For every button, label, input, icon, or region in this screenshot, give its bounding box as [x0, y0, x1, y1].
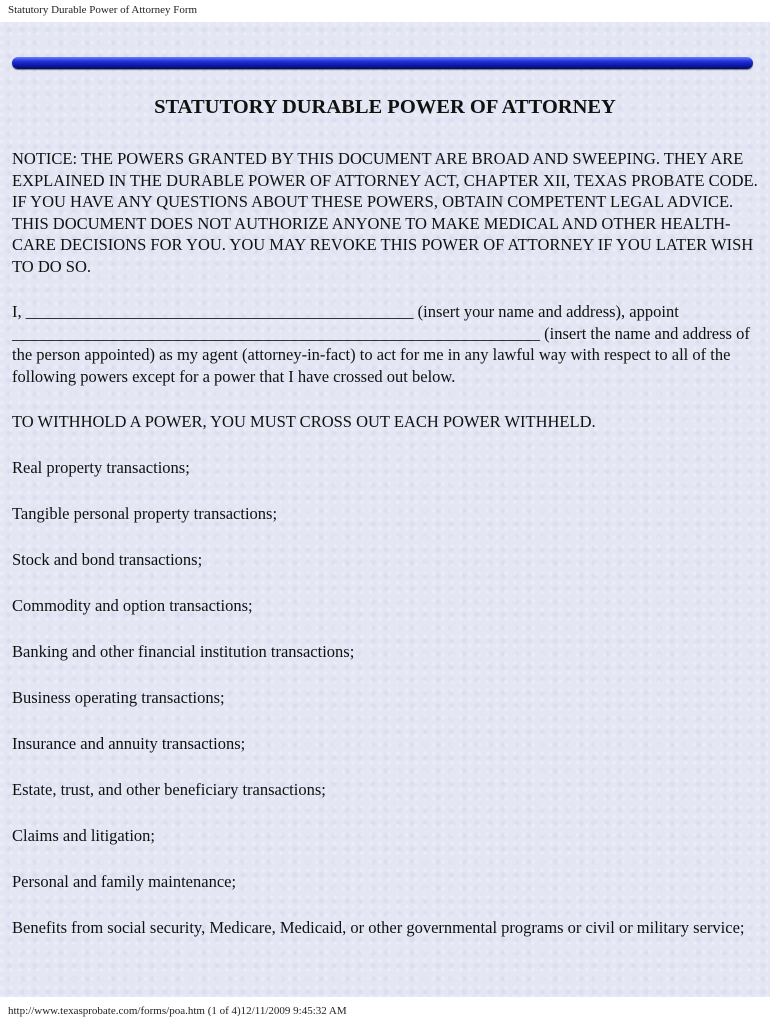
- power-item: Estate, trust, and other beneficiary transactions;: [12, 780, 326, 800]
- notice-paragraph: NOTICE: THE POWERS GRANTED BY THIS DOCUMENT ARE BROAD AND SWEEPING. THEY ARE EXPLAINED IN THE DURABLE POWER OF ATTORNEY ACT, CHAPTER XII, TEXAS PROBATE CODE. IF YOU HAVE ANY QUESTIONS ABOUT THESE POWERS, OBTAIN COMPETENT LEGAL ADVICE. THIS DOCUMENT DOES NOT AUTHORIZE ANYONE TO MAKE MEDICAL AND OTHER HEALTH-CARE DECISIONS FOR YOU. YOU MAY REVOKE THIS POWER OF ATTORNEY IF YOU LATER WISH TO DO SO.: [12, 149, 758, 276]
- appointment-mid: (insert your name and address), appoint: [413, 302, 679, 321]
- powers-list: [12, 457, 760, 939]
- power-item: Real property transactions;: [12, 457, 190, 477]
- power-item: Insurance and annuity transactions;: [12, 734, 246, 754]
- power-item: Claims and litigation;: [12, 826, 155, 846]
- print-footer: http://www.texasprobate.com/forms/poa.htm (1 of 4)12/11/2009 9:45:32 AM: [8, 1005, 347, 1017]
- power-item: Benefits from social security, Medicare, Medicaid, or other governmental programs or civil or military service;: [12, 918, 745, 938]
- blue-horizontal-rule: [12, 57, 753, 69]
- document-body: [12, 148, 760, 964]
- appointment-paragraph: [12, 301, 760, 387]
- power-item: Commodity and option transactions;: [12, 595, 253, 615]
- document-page: [0, 22, 770, 997]
- power-item: Tangible personal property transactions;: [12, 503, 278, 523]
- withhold-instruction: TO WITHHOLD A POWER, YOU MUST CROSS OUT EACH POWER WITHHELD.: [12, 412, 596, 431]
- appointment-rest: (insert the name and address of the person appointed) as my agent (attorney-in-fact) to act for me in any lawful way with respect to all of the following powers except for a power that I have crossed out below.: [12, 323, 750, 386]
- principal-name-blank: _______________________________________________: [25, 302, 414, 321]
- print-header: Statutory Durable Power of Attorney Form: [8, 4, 198, 16]
- power-item: Banking and other financial institution transactions;: [12, 641, 355, 661]
- power-item: Business operating transactions;: [12, 687, 225, 707]
- document-title: STATUTORY DURABLE POWER OF ATTORNEY: [154, 96, 616, 118]
- power-item: Stock and bond transactions;: [12, 549, 203, 569]
- agent-name-blank: ________________________________________________________________: [12, 323, 540, 343]
- appointment-prefix: I,: [12, 302, 22, 321]
- power-item: Personal and family maintenance;: [12, 872, 237, 892]
